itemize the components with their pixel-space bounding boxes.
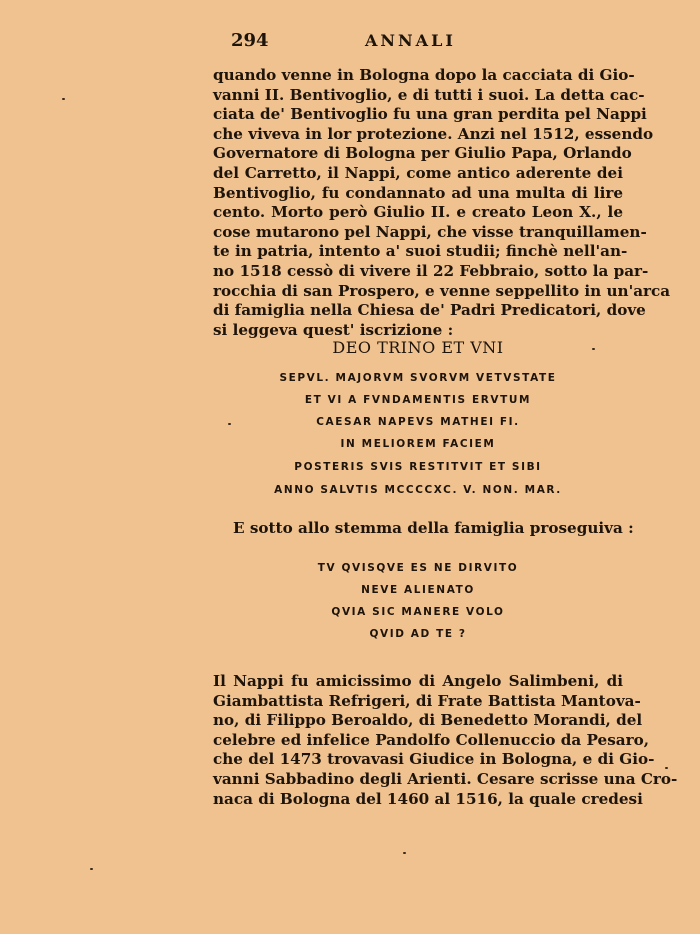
page-header	[213, 28, 623, 54]
text-line: Il Nappi fu amicissimo di Angelo Salimbeni, di	[213, 672, 623, 690]
text-line: no, di Filippo Beroaldo, di Benedetto Morandi, del	[213, 711, 643, 730]
text-line: che viveva in lor protezione. Anzi nel 1512, essendo	[213, 124, 654, 143]
paragraph-second	[213, 672, 678, 809]
page-number: 294	[231, 30, 269, 51]
text-line: ciata de' Bentivoglio fu una gran perdita pel Nappi	[213, 105, 647, 124]
inscription-line: SEPVL. MAJORVM SVORVM VETVSTATE	[279, 372, 557, 384]
text-line: no 1518 cessò di vivere il 22 Febbraio, sotto la par-	[213, 261, 649, 280]
text-line: cento. Morto però Giulio II. e creato Leon X., le	[213, 203, 623, 222]
text-line: del Carretto, il Nappi, come antico aderente dei	[213, 163, 623, 182]
text-line: te in patria, intento a' suoi studii; finchè nell'an-	[213, 242, 628, 261]
paper-speck	[403, 852, 406, 854]
inscription-line: TV QVISQVE ES NE DIRVITO	[317, 562, 519, 574]
paper-speck	[228, 423, 231, 425]
inscription-line: QVID AD TE ?	[369, 628, 467, 640]
text-line: vanni II. Bentivoglio, e di tutti i suoi. La detta cac-	[213, 85, 645, 104]
paragraph-first	[213, 66, 671, 340]
running-title: ANNALI	[365, 31, 456, 50]
inscription-title: DEO TRINO ET VNI	[332, 338, 504, 357]
text-line: Bentivoglio, fu condannato ad una multa di lire	[213, 183, 623, 202]
paper-speck	[592, 348, 595, 350]
text-line: si leggeva quest' iscrizione :	[213, 320, 454, 339]
text-line: cose mutarono pel Nappi, che visse tranquillamen-	[213, 222, 647, 241]
text-line: Governatore di Bologna per Giulio Papa, Orlando	[213, 144, 632, 163]
inscription-line: CAESAR NAPEVS MATHEI FI.	[316, 416, 520, 428]
intro-second-inscription: E sotto allo stemma della famiglia proseguiva :	[233, 519, 634, 537]
paper-speck	[665, 767, 668, 769]
inscription-line: NEVE ALIENATO	[361, 584, 475, 596]
paper-speck	[62, 98, 65, 100]
text-line: quando venne in Bologna dopo la cacciata di Gio-	[213, 66, 635, 84]
inscription-line: QVIA SIC MANERE VOLO	[331, 606, 505, 618]
text-line: di famiglia nella Chiesa de' Padri Predicatori, dove	[213, 301, 646, 320]
text-line: vanni Sabbadino degli Arienti. Cesare scrisse una Cro-	[213, 769, 678, 788]
text-line: naca di Bologna del 1460 al 1516, la quale credesi	[213, 789, 643, 808]
text-line: rocchia di san Prospero, e venne seppellito in un'arca	[213, 281, 671, 300]
text-line: Giambattista Refrigeri, di Frate Battista Mantova-	[213, 691, 641, 710]
inscription-line: ANNO SALVTIS MCCCCXC. V. NON. MAR.	[274, 484, 562, 496]
inscription-line: POSTERIS SVIS RESTITVIT ET SIBI	[294, 461, 542, 473]
text-line: che del 1473 trovavasi Giudice in Bologna, e di Gio-	[213, 750, 655, 769]
inscription-line: ET VI A FVNDAMENTIS ERVTUM	[304, 394, 532, 406]
text-line: celebre ed infelice Pandolfo Collenuccio da Pesaro,	[213, 730, 650, 749]
inscription-line: IN MELIOREM FACIEM	[340, 438, 496, 450]
paper-speck	[90, 868, 93, 870]
